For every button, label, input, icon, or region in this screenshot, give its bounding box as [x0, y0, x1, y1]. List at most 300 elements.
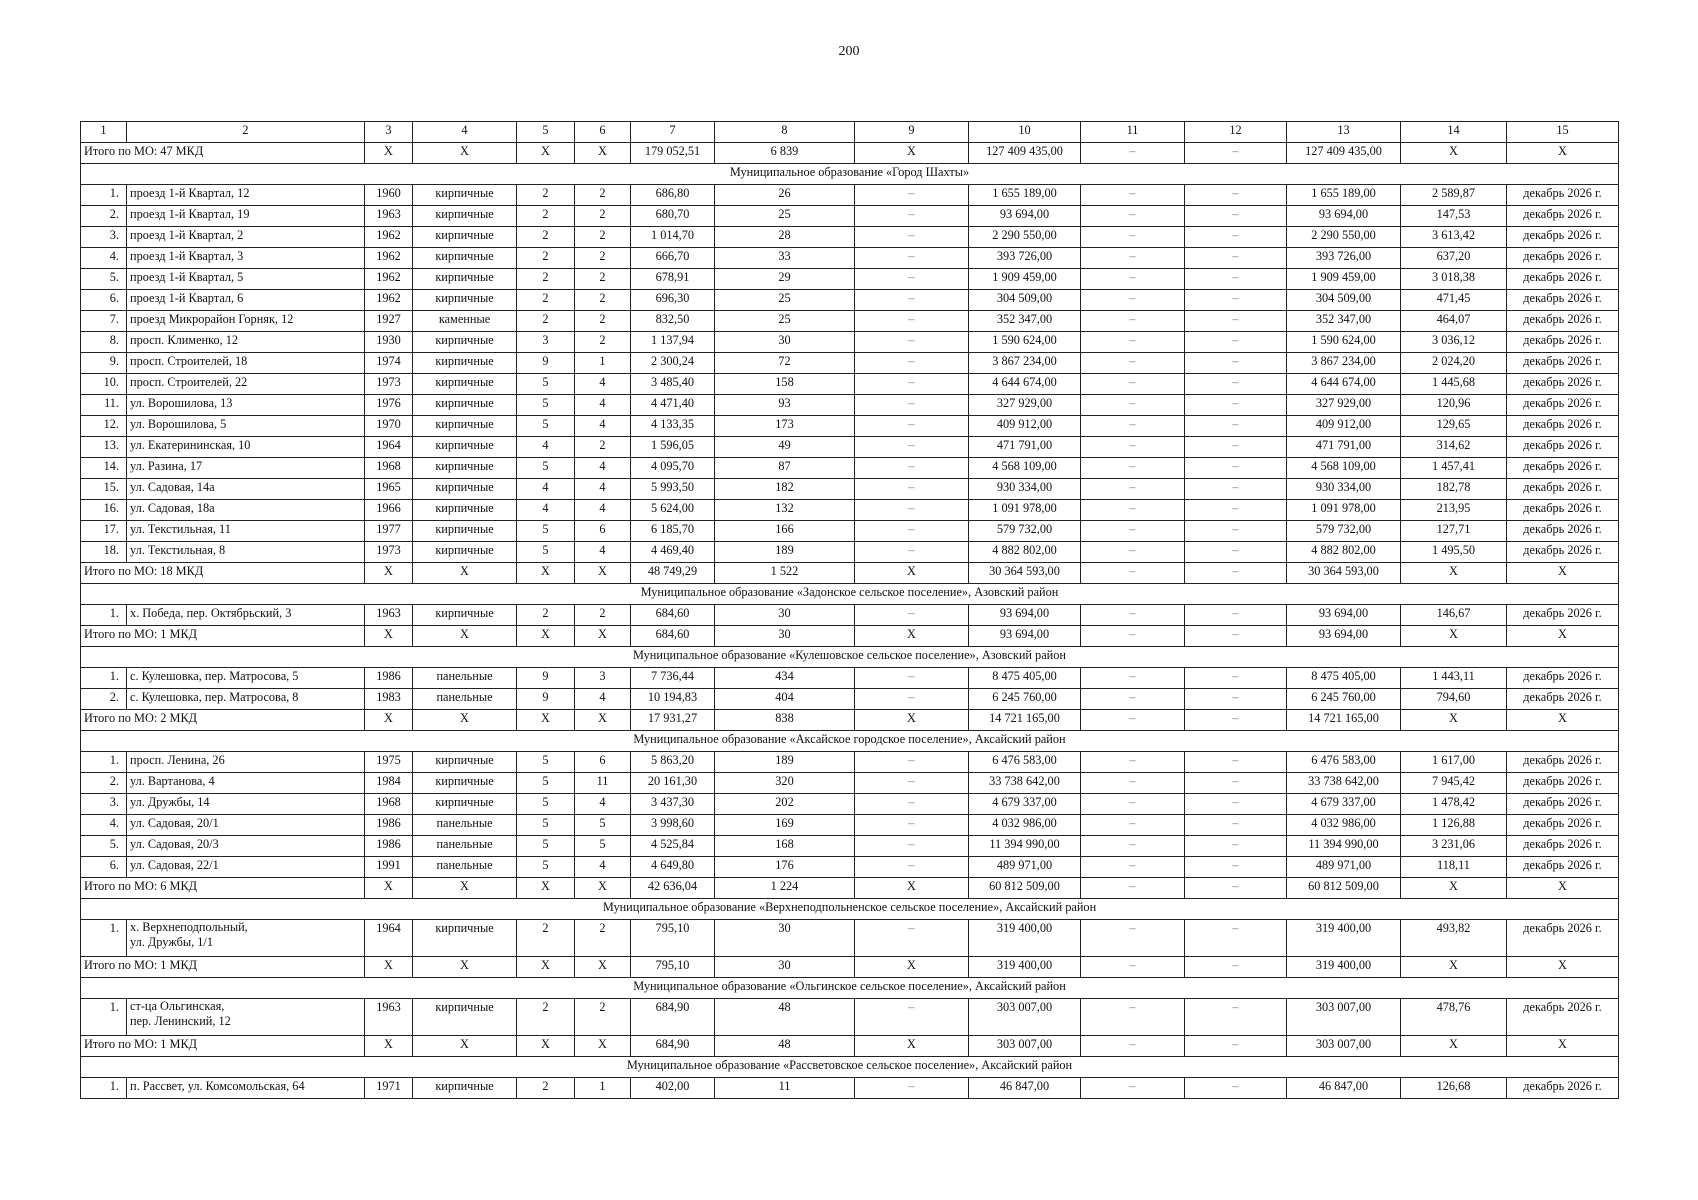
house-row	[81, 815, 1619, 836]
column-number-cell: 7	[631, 122, 715, 143]
data-cell: 832,50	[631, 311, 715, 332]
total-cell: 127 409 435,00	[969, 143, 1081, 164]
data-cell: –	[855, 815, 969, 836]
data-cell: 930 334,00	[969, 479, 1081, 500]
data-cell: 6	[575, 752, 631, 773]
data-cell: 1965	[365, 479, 413, 500]
data-cell: 4 133,35	[631, 416, 715, 437]
data-cell: 48	[715, 999, 855, 1036]
total-cell: X	[517, 957, 575, 978]
data-cell: –	[1081, 815, 1185, 836]
total-row	[81, 626, 1619, 647]
data-cell: 4 032 986,00	[969, 815, 1081, 836]
house-row	[81, 395, 1619, 416]
section-title: Муниципальное образование «Кулешовское сельское поселение», Азовский район	[81, 647, 1619, 668]
data-cell: 1 445,68	[1401, 374, 1507, 395]
data-cell: 303 007,00	[1287, 999, 1401, 1036]
data-cell: декабрь 2026 г.	[1507, 1078, 1619, 1099]
data-cell: 9	[517, 689, 575, 710]
data-cell: 2	[517, 248, 575, 269]
data-cell: 1 909 459,00	[1287, 269, 1401, 290]
total-label: Итого по МО: 18 МКД	[81, 563, 365, 584]
data-cell: декабрь 2026 г.	[1507, 752, 1619, 773]
total-cell: 60 812 509,00	[969, 878, 1081, 899]
total-cell: X	[855, 1036, 969, 1057]
data-cell: –	[1081, 689, 1185, 710]
data-cell: –	[855, 752, 969, 773]
data-cell: 5	[517, 374, 575, 395]
row-number: 5.	[81, 269, 127, 290]
data-cell: 2	[517, 290, 575, 311]
total-cell: X	[365, 710, 413, 731]
data-cell: 402,00	[631, 1078, 715, 1099]
house-row	[81, 248, 1619, 269]
data-cell: 1 596,05	[631, 437, 715, 458]
data-cell: –	[1185, 437, 1287, 458]
data-cell: –	[1081, 752, 1185, 773]
total-cell: 93 694,00	[969, 626, 1081, 647]
total-cell: X	[517, 563, 575, 584]
total-row	[81, 710, 1619, 731]
total-cell: X	[413, 626, 517, 647]
data-cell: 2	[517, 185, 575, 206]
data-cell: 1 091 978,00	[1287, 500, 1401, 521]
data-cell: панельные	[413, 815, 517, 836]
data-cell: 11	[715, 1078, 855, 1099]
total-cell: X	[1507, 143, 1619, 164]
data-cell: 4 525,84	[631, 836, 715, 857]
section-header-row	[81, 584, 1619, 605]
data-cell: 30	[715, 920, 855, 957]
data-cell: 25	[715, 206, 855, 227]
column-number-cell: 10	[969, 122, 1081, 143]
data-cell: 1 617,00	[1401, 752, 1507, 773]
data-cell: 1962	[365, 248, 413, 269]
row-number: 18.	[81, 542, 127, 563]
data-cell: 3 867 234,00	[969, 353, 1081, 374]
data-cell: –	[855, 227, 969, 248]
data-cell: –	[855, 1078, 969, 1099]
data-cell: 319 400,00	[969, 920, 1081, 957]
total-cell: X	[517, 878, 575, 899]
data-cell: –	[1081, 794, 1185, 815]
data-cell: –	[1081, 227, 1185, 248]
data-cell: 4	[575, 374, 631, 395]
total-label: Итого по МО: 1 МКД	[81, 957, 365, 978]
data-cell: 5	[517, 542, 575, 563]
data-cell: –	[1081, 668, 1185, 689]
column-number-cell: 5	[517, 122, 575, 143]
data-cell: 1966	[365, 500, 413, 521]
total-cell: X	[413, 1036, 517, 1057]
total-cell: X	[1401, 710, 1507, 731]
data-cell: кирпичные	[413, 542, 517, 563]
row-number: 9.	[81, 353, 127, 374]
data-cell: 471 791,00	[969, 437, 1081, 458]
total-cell: X	[575, 143, 631, 164]
column-number-cell: 1	[81, 122, 127, 143]
data-cell: 4 568 109,00	[969, 458, 1081, 479]
data-cell: 182,78	[1401, 479, 1507, 500]
total-cell: 60 812 509,00	[1287, 878, 1401, 899]
data-cell: 678,91	[631, 269, 715, 290]
data-cell: 5	[517, 416, 575, 437]
row-number: 17.	[81, 521, 127, 542]
data-cell: –	[855, 248, 969, 269]
total-cell: 795,10	[631, 957, 715, 978]
house-row	[81, 668, 1619, 689]
total-cell: X	[365, 563, 413, 584]
data-cell: декабрь 2026 г.	[1507, 542, 1619, 563]
total-cell: X	[855, 710, 969, 731]
row-number: 6.	[81, 857, 127, 878]
data-cell: 5	[517, 815, 575, 836]
column-number-cell: 13	[1287, 122, 1401, 143]
total-cell: X	[1401, 1036, 1507, 1057]
data-cell: 5 993,50	[631, 479, 715, 500]
data-cell: 434	[715, 668, 855, 689]
data-cell: –	[1081, 206, 1185, 227]
data-cell: 5	[517, 752, 575, 773]
table-body	[81, 143, 1619, 1099]
data-cell: –	[855, 500, 969, 521]
data-cell: 30	[715, 605, 855, 626]
data-cell: –	[1081, 185, 1185, 206]
data-cell: 1	[575, 353, 631, 374]
house-row	[81, 521, 1619, 542]
total-row	[81, 957, 1619, 978]
address-cell: с. Кулешовка, пер. Матросова, 5	[127, 668, 365, 689]
address-cell: просп. Клименко, 12	[127, 332, 365, 353]
total-cell: –	[1185, 957, 1287, 978]
data-cell: –	[1185, 269, 1287, 290]
row-number: 1.	[81, 752, 127, 773]
data-cell: –	[1081, 1078, 1185, 1099]
data-cell: 5	[575, 836, 631, 857]
row-number: 8.	[81, 332, 127, 353]
data-cell: кирпичные	[413, 773, 517, 794]
total-cell: X	[1507, 957, 1619, 978]
row-number: 14.	[81, 458, 127, 479]
data-cell: –	[1185, 311, 1287, 332]
row-number: 6.	[81, 290, 127, 311]
data-cell: 1977	[365, 521, 413, 542]
data-cell: –	[855, 605, 969, 626]
row-number: 16.	[81, 500, 127, 521]
data-cell: 1984	[365, 773, 413, 794]
house-row	[81, 752, 1619, 773]
data-cell: –	[1185, 227, 1287, 248]
total-cell: X	[517, 626, 575, 647]
total-cell: X	[365, 1036, 413, 1057]
data-cell: декабрь 2026 г.	[1507, 521, 1619, 542]
data-cell: панельные	[413, 836, 517, 857]
data-cell: декабрь 2026 г.	[1507, 794, 1619, 815]
data-cell: декабрь 2026 г.	[1507, 227, 1619, 248]
data-cell: –	[1081, 395, 1185, 416]
data-cell: –	[855, 836, 969, 857]
data-cell: 686,80	[631, 185, 715, 206]
data-cell: 4 644 674,00	[1287, 374, 1401, 395]
total-cell: –	[1185, 1036, 1287, 1057]
house-row	[81, 999, 1619, 1036]
column-number-row	[81, 122, 1619, 143]
total-cell: –	[1081, 143, 1185, 164]
data-cell: 87	[715, 458, 855, 479]
address-cell: ул. Разина, 17	[127, 458, 365, 479]
total-label: Итого по МО: 1 МКД	[81, 1036, 365, 1057]
data-cell: 93 694,00	[1287, 605, 1401, 626]
data-cell: 4	[575, 458, 631, 479]
total-cell: –	[1185, 878, 1287, 899]
data-cell: 10 194,83	[631, 689, 715, 710]
data-cell: 8 475 405,00	[1287, 668, 1401, 689]
total-cell: 6 839	[715, 143, 855, 164]
data-cell: 409 912,00	[1287, 416, 1401, 437]
data-cell: 471,45	[1401, 290, 1507, 311]
section-title: Муниципальное образование «Ольгинское сельское поселение», Аксайский район	[81, 978, 1619, 999]
row-number: 4.	[81, 815, 127, 836]
data-cell: 1986	[365, 668, 413, 689]
address-cell: с. Кулешовка, пер. Матросова, 8	[127, 689, 365, 710]
total-cell: 303 007,00	[969, 1036, 1081, 1057]
data-cell: –	[1081, 290, 1185, 311]
data-cell: 3 867 234,00	[1287, 353, 1401, 374]
total-label: Итого по МО: 1 МКД	[81, 626, 365, 647]
data-cell: 493,82	[1401, 920, 1507, 957]
column-number-cell: 12	[1185, 122, 1287, 143]
data-cell: 1 457,41	[1401, 458, 1507, 479]
total-cell: 17 931,27	[631, 710, 715, 731]
section-title: Муниципальное образование «Рассветовское сельское поселение», Аксайский район	[81, 1057, 1619, 1078]
data-cell: 2	[575, 311, 631, 332]
data-cell: 25	[715, 290, 855, 311]
data-cell: 93 694,00	[1287, 206, 1401, 227]
data-cell: 1964	[365, 920, 413, 957]
data-cell: 168	[715, 836, 855, 857]
data-cell: 3 613,42	[1401, 227, 1507, 248]
data-cell: –	[1185, 794, 1287, 815]
total-row	[81, 143, 1619, 164]
row-number: 15.	[81, 479, 127, 500]
data-cell: 132	[715, 500, 855, 521]
column-number-cell: 14	[1401, 122, 1507, 143]
data-cell: 3 018,38	[1401, 269, 1507, 290]
data-cell: 169	[715, 815, 855, 836]
total-cell: 30	[715, 957, 855, 978]
data-cell: 129,65	[1401, 416, 1507, 437]
total-cell: X	[855, 563, 969, 584]
house-row	[81, 227, 1619, 248]
address-cell: проезд 1-й Квартал, 2	[127, 227, 365, 248]
data-cell: 327 929,00	[969, 395, 1081, 416]
data-cell: –	[855, 668, 969, 689]
section-title: Муниципальное образование «Аксайское городское поселение», Аксайский район	[81, 731, 1619, 752]
data-cell: 6 476 583,00	[1287, 752, 1401, 773]
data-cell: 72	[715, 353, 855, 374]
data-cell: 3 036,12	[1401, 332, 1507, 353]
data-cell: 352 347,00	[969, 311, 1081, 332]
row-number: 1.	[81, 920, 127, 957]
total-cell: X	[413, 563, 517, 584]
total-cell: –	[1081, 563, 1185, 584]
total-cell: X	[365, 957, 413, 978]
data-cell: 1968	[365, 794, 413, 815]
data-cell: 2	[575, 332, 631, 353]
total-cell: X	[365, 143, 413, 164]
data-cell: –	[1185, 332, 1287, 353]
data-cell: 680,70	[631, 206, 715, 227]
section-header-row	[81, 731, 1619, 752]
data-cell: кирпичные	[413, 227, 517, 248]
data-cell: кирпичные	[413, 500, 517, 521]
data-cell: кирпичные	[413, 479, 517, 500]
column-number-cell: 8	[715, 122, 855, 143]
data-cell: 7 945,42	[1401, 773, 1507, 794]
address-cell: проезд 1-й Квартал, 5	[127, 269, 365, 290]
data-cell: 9	[517, 668, 575, 689]
data-cell: –	[1185, 521, 1287, 542]
section-header-row	[81, 164, 1619, 185]
data-cell: 1962	[365, 290, 413, 311]
data-cell: 30	[715, 332, 855, 353]
address-cell: ст-ца Ольгинская, пер. Ленинский, 12	[127, 999, 365, 1036]
data-cell: 189	[715, 542, 855, 563]
data-cell: 25	[715, 311, 855, 332]
data-cell: –	[855, 794, 969, 815]
total-label: Итого по МО: 2 МКД	[81, 710, 365, 731]
data-cell: 1976	[365, 395, 413, 416]
house-row	[81, 836, 1619, 857]
data-cell: 46 847,00	[969, 1078, 1081, 1099]
house-row	[81, 311, 1619, 332]
data-cell: –	[1081, 269, 1185, 290]
total-cell: –	[1081, 626, 1185, 647]
page-number: 200	[838, 44, 860, 59]
data-cell: –	[855, 521, 969, 542]
house-row	[81, 269, 1619, 290]
data-cell: 4 644 674,00	[969, 374, 1081, 395]
data-cell: 319 400,00	[1287, 920, 1401, 957]
data-cell: 1 655 189,00	[1287, 185, 1401, 206]
data-cell: –	[855, 395, 969, 416]
data-cell: 579 732,00	[969, 521, 1081, 542]
data-cell: 2	[575, 920, 631, 957]
data-cell: 303 007,00	[969, 999, 1081, 1036]
total-cell: 179 052,51	[631, 143, 715, 164]
data-cell: кирпичные	[413, 1078, 517, 1099]
total-cell: X	[1401, 878, 1507, 899]
data-cell: 352 347,00	[1287, 311, 1401, 332]
data-cell: –	[855, 374, 969, 395]
data-cell: 1 590 624,00	[969, 332, 1081, 353]
data-cell: 6 245 760,00	[1287, 689, 1401, 710]
data-cell: декабрь 2026 г.	[1507, 500, 1619, 521]
data-cell: –	[855, 290, 969, 311]
data-cell: 2	[517, 206, 575, 227]
row-number: 2.	[81, 773, 127, 794]
row-number: 13.	[81, 437, 127, 458]
data-cell: 2	[517, 920, 575, 957]
data-cell: декабрь 2026 г.	[1507, 836, 1619, 857]
total-cell: X	[517, 143, 575, 164]
data-cell: 2	[575, 437, 631, 458]
row-number: 3.	[81, 794, 127, 815]
data-cell: –	[1081, 999, 1185, 1036]
data-cell: 409 912,00	[969, 416, 1081, 437]
data-cell: 684,90	[631, 999, 715, 1036]
data-cell: 794,60	[1401, 689, 1507, 710]
data-cell: –	[1185, 689, 1287, 710]
data-cell: 7 736,44	[631, 668, 715, 689]
house-row	[81, 458, 1619, 479]
address-cell: проезд Микрорайон Горняк, 12	[127, 311, 365, 332]
total-cell: X	[575, 878, 631, 899]
data-cell: –	[1081, 374, 1185, 395]
data-cell: 1	[575, 1078, 631, 1099]
data-cell: –	[1185, 1078, 1287, 1099]
data-cell: 1983	[365, 689, 413, 710]
data-cell: –	[1081, 605, 1185, 626]
address-cell: проезд 1-й Квартал, 12	[127, 185, 365, 206]
data-cell: 4 882 802,00	[1287, 542, 1401, 563]
data-cell: 29	[715, 269, 855, 290]
data-cell: 2	[517, 1078, 575, 1099]
section-title: Муниципальное образование «Задонское сельское поселение», Азовский район	[81, 584, 1619, 605]
data-cell: 5	[517, 395, 575, 416]
total-cell: –	[1185, 710, 1287, 731]
row-number: 1.	[81, 1078, 127, 1099]
data-cell: панельные	[413, 689, 517, 710]
data-cell: –	[1081, 521, 1185, 542]
total-cell: X	[1507, 878, 1619, 899]
total-cell: –	[1185, 563, 1287, 584]
total-cell: 838	[715, 710, 855, 731]
total-cell: –	[1081, 878, 1185, 899]
total-cell: X	[855, 626, 969, 647]
data-cell: –	[1185, 500, 1287, 521]
data-cell: 4	[517, 437, 575, 458]
data-cell: 20 161,30	[631, 773, 715, 794]
data-cell: 1973	[365, 542, 413, 563]
section-header-row	[81, 978, 1619, 999]
address-cell: ул. Вартанова, 4	[127, 773, 365, 794]
data-cell: 118,11	[1401, 857, 1507, 878]
data-cell: –	[1081, 332, 1185, 353]
data-cell: –	[1185, 605, 1287, 626]
house-row	[81, 290, 1619, 311]
data-cell: 579 732,00	[1287, 521, 1401, 542]
address-cell: проезд 1-й Квартал, 3	[127, 248, 365, 269]
data-cell: –	[855, 206, 969, 227]
data-cell: 1 137,94	[631, 332, 715, 353]
data-cell: 1 655 189,00	[969, 185, 1081, 206]
data-cell: –	[1081, 437, 1185, 458]
data-cell: –	[1185, 458, 1287, 479]
data-cell: –	[855, 269, 969, 290]
data-cell: 1 014,70	[631, 227, 715, 248]
data-cell: 320	[715, 773, 855, 794]
data-cell: 2	[575, 999, 631, 1036]
data-cell: панельные	[413, 857, 517, 878]
data-cell: 5	[517, 857, 575, 878]
data-cell: кирпичные	[413, 920, 517, 957]
row-number: 2.	[81, 689, 127, 710]
data-cell: –	[1185, 542, 1287, 563]
data-cell: 6 245 760,00	[969, 689, 1081, 710]
house-row	[81, 416, 1619, 437]
data-cell: 1 909 459,00	[969, 269, 1081, 290]
